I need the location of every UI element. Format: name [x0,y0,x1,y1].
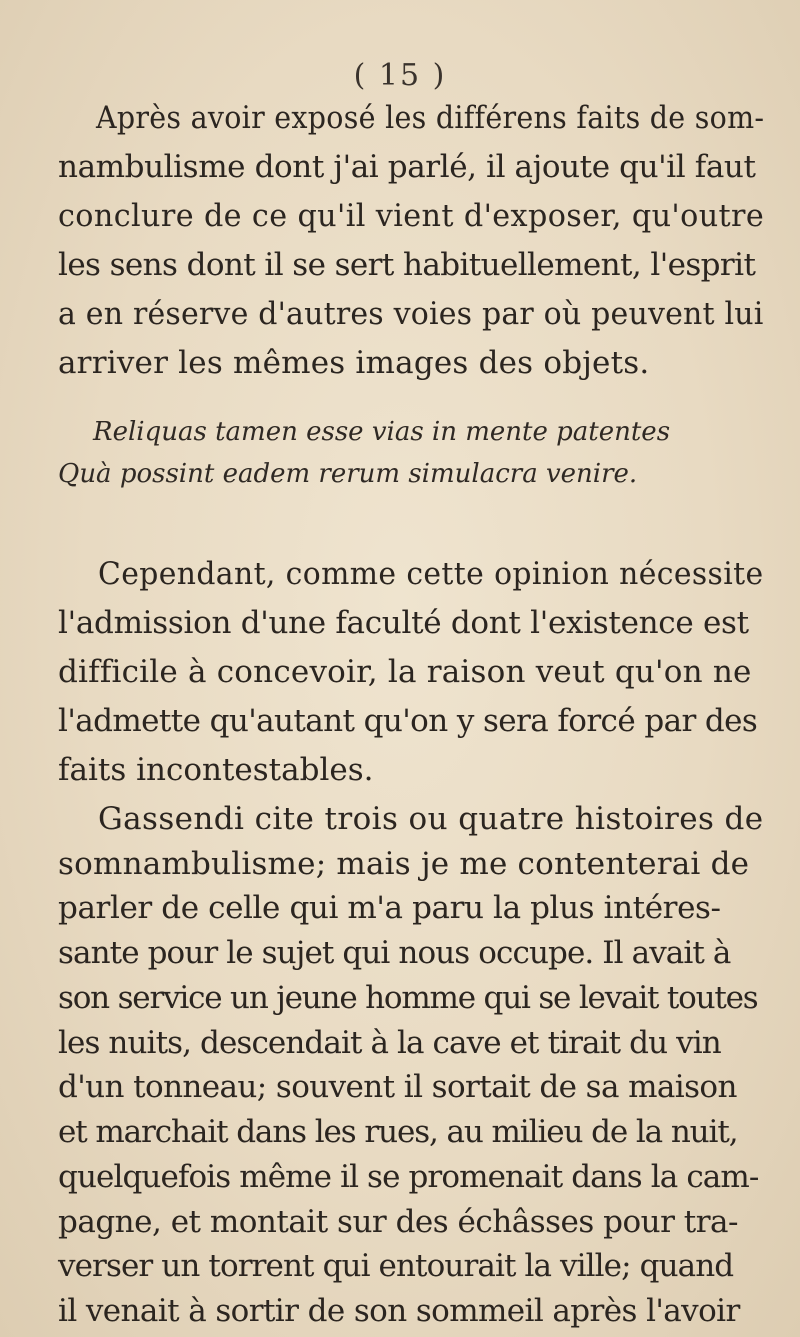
text-line: somnambulisme; mais je me contenterai de [58,846,750,882]
page-number: ( 15 ) [353,58,447,93]
text-line: arriver les mêmes images des objets. [58,345,650,381]
text-line: les nuits, descendait à la cave et tirait du vin [58,1025,721,1061]
text-line: l'admission d'une faculté dont l'existence est [58,605,749,641]
text-line: pagne, et montait sur des échâsses pour tra- [58,1204,738,1240]
text-line: conclure de ce qu'il vient d'exposer, qu'outre [58,198,765,234]
text-line: Après avoir exposé les différens faits de som- [96,100,765,136]
text-line: l'admette qu'autant qu'on y sera forcé par des [58,703,758,739]
text-line: parler de celle qui m'a paru la plus intéres- [58,890,721,926]
quote-line: Quà possint eadem rerum simulacra venire. [58,459,638,489]
text-line: a en réserve d'autres voies par où peuvent lui [58,296,764,332]
quote-line: Reliquas tamen esse vias in mente patentes [93,417,671,447]
text-line: son service un jeune homme qui se levait toutes [58,980,758,1016]
text-line: difficile à concevoir, la raison veut qu'on ne [58,654,752,690]
text-line: les sens dont il se sert habituellement, l'esprit [58,247,756,283]
text-line: faits incontestables. [58,752,374,788]
text-line: d'un tonneau; souvent il sortait de sa maison [58,1069,737,1105]
text-line: il venait à sortir de son sommeil après l'avoir [58,1293,740,1329]
text-line: Gassendi cite trois ou quatre histoires de [98,801,764,837]
text-line: verser un torrent qui entourait la ville; quand [58,1248,734,1284]
text-line: nambulisme dont j'ai parlé, il ajoute qu'il faut [58,149,756,185]
text-line: sante pour le sujet qui nous occupe. Il avait à [58,935,731,971]
text-line: quelquefois même il se promenait dans la cam- [58,1159,759,1195]
text-line: et marchait dans les rues, au milieu de la nuit, [58,1114,738,1150]
text-line: Cependant, comme cette opinion nécessite [98,556,764,592]
